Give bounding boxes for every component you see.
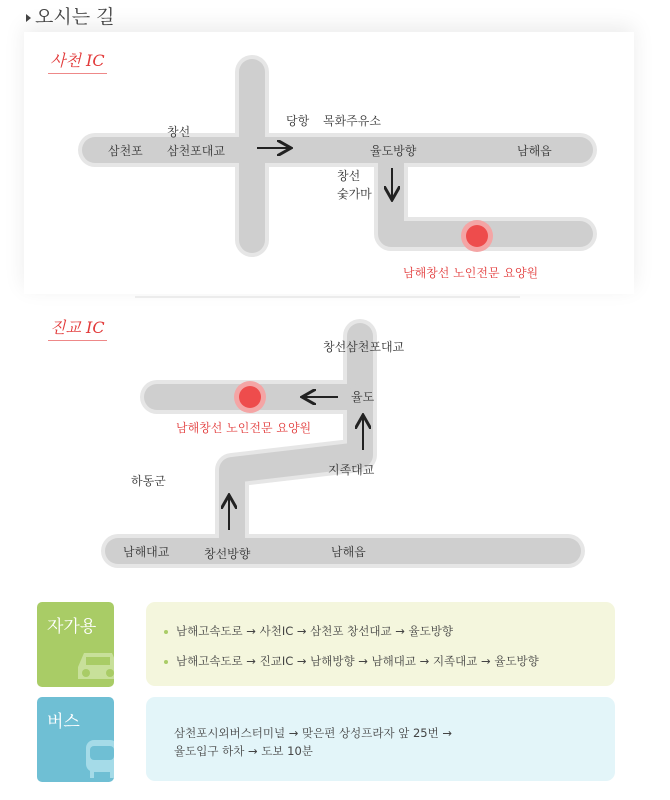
map-label: 남해읍 (331, 545, 366, 559)
map-label: 삼천포대교 (167, 144, 225, 158)
title-text: 오시는 길 (35, 6, 115, 28)
map-label: 목화주유소 (323, 114, 381, 128)
map-label: 당항 (286, 114, 310, 128)
bus-route-line: 율도입구 하차 → 도보 10분 (174, 744, 313, 758)
car-label: 자가용 (47, 617, 97, 637)
section-title-sacheon: 사천 IC (48, 48, 107, 74)
map1-destination-label: 남해창선 노인전문 요양원 (403, 266, 539, 280)
map2-destination-marker (239, 386, 261, 408)
bus-tag (37, 697, 114, 782)
map1-destination-marker (466, 225, 488, 247)
map-label: 율도방향 (370, 144, 417, 158)
map-label: 남해읍 (517, 144, 552, 158)
map2-roads (118, 336, 568, 551)
bus-route-line: 삼천포시외버스터미널 → 맞은편 상성프라자 앞 25번 → (174, 726, 453, 740)
bus-label: 버스 (47, 712, 80, 732)
map-label: 창선 (337, 169, 361, 183)
map-label: 창선삼천포대교 (323, 340, 405, 354)
map-label: 지족대교 (328, 463, 375, 477)
map-label: 남해대교 (123, 545, 170, 559)
map-label: 창선방향 (204, 547, 251, 561)
map-label: 율도 (351, 390, 375, 404)
car-tag (37, 602, 114, 687)
bus-routes-box (146, 697, 615, 781)
map-label: 숯가마 (337, 187, 372, 201)
map-label: 하동군 (131, 474, 166, 488)
map-label: 창선 (167, 125, 191, 139)
bus-icon (84, 736, 114, 780)
car-icon (76, 649, 114, 685)
car-routes-box (146, 602, 615, 686)
route-item: 남해고속도로 → 사천IC → 삼천포 창선대교 → 율도방향 (164, 623, 453, 639)
map2-destination-label: 남해창선 노인전문 요양원 (176, 421, 312, 435)
section-title-jingyo: 진교 IC (48, 315, 107, 341)
route-item: 남해고속도로 → 진교IC → 남해방향 → 남해대교 → 지족대교 → 율도방향 (164, 653, 539, 669)
map-label: 삼천포 (108, 144, 143, 158)
